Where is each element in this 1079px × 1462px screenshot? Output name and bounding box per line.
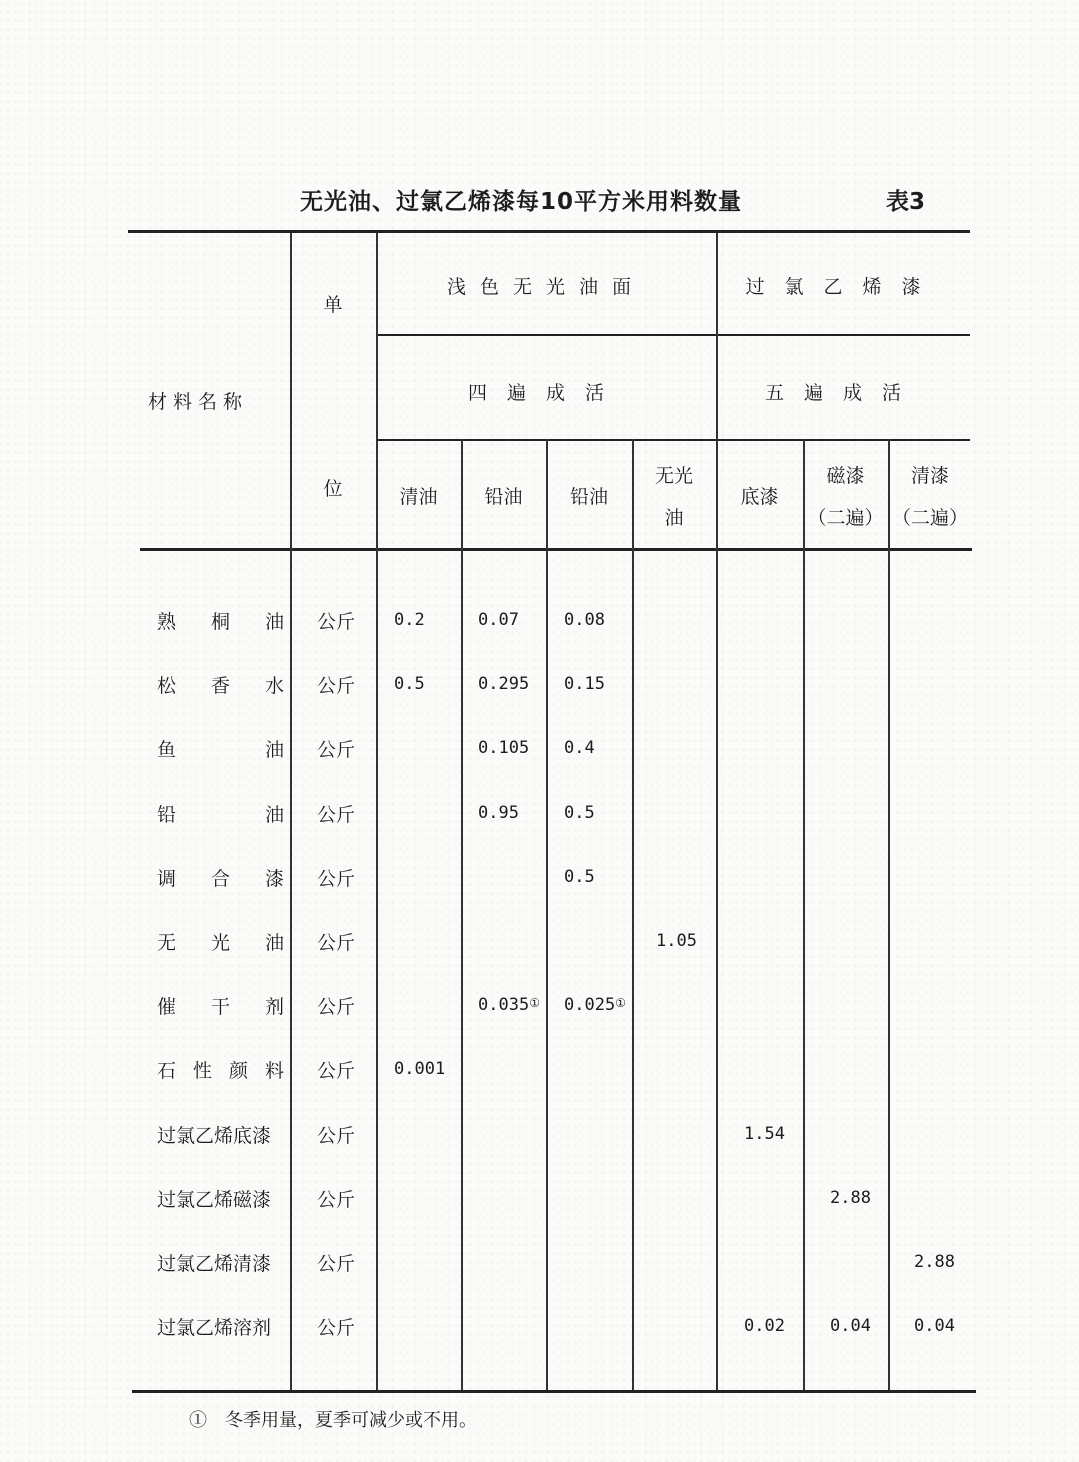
material-name [157, 605, 284, 635]
header-bottom-rule [140, 548, 972, 551]
material-name-text: 无光油 [157, 931, 284, 954]
column-header [803, 450, 888, 544]
value-cell: 2.88 [914, 1252, 955, 1272]
material-name [157, 862, 284, 892]
value-cell: 0.5 [564, 867, 595, 887]
footnote: ① 冬季用量，夏季可减少或不用。 [189, 1410, 477, 1431]
material-name [157, 733, 284, 763]
column-header-line1: 底漆 [740, 486, 779, 508]
material-name [157, 1311, 284, 1341]
value-cell: 0.295 [478, 674, 530, 694]
column-header-line1: 无光 [654, 465, 693, 487]
col-divider [888, 439, 890, 1390]
column-header-line1: 铅油 [484, 486, 523, 508]
column-header-line1: 清油 [399, 486, 438, 508]
bottom-rule [132, 1390, 976, 1393]
column-header [376, 450, 461, 544]
value-cell: 0.2 [394, 610, 425, 630]
value-cell: 0.04 [830, 1316, 871, 1336]
unit-cell: 公斤 [316, 931, 355, 954]
column-header-line2: （二遍） [807, 507, 884, 529]
unit-cell: 公斤 [316, 674, 355, 697]
value-cell: 1.05 [656, 931, 697, 951]
material-name-text: 调合漆 [157, 867, 284, 890]
value-cell: 0.035 ① [478, 995, 540, 1015]
table-title: 无光油、过氯乙烯漆每10平方米用料数量 [300, 189, 743, 215]
header-group-light-matte: 浅色无光油面 [446, 275, 645, 298]
header-sub-five-coats: 五遍成活 [764, 381, 921, 404]
column-header-line1: 清漆 [910, 465, 949, 487]
column-header [546, 450, 632, 544]
value-cell: 0.08 [564, 610, 605, 630]
material-name-text: 过氯乙烯底漆 [157, 1124, 272, 1147]
top-rule [128, 230, 970, 233]
value-cell: 0.5 [394, 674, 425, 694]
unit-cell: 公斤 [316, 1124, 355, 1147]
material-name-text: 石性颜料 [157, 1059, 284, 1082]
material-name-text: 鱼油 [157, 738, 284, 761]
unit-cell: 公斤 [316, 803, 355, 826]
material-name [157, 1054, 284, 1084]
value-cell: 0.95 [478, 803, 519, 823]
value-cell: 0.025 ① [564, 995, 626, 1015]
material-name [157, 798, 284, 828]
value-cell: 0.4 [564, 738, 595, 758]
col-divider [632, 439, 634, 1390]
table-number: 表3 [886, 189, 926, 215]
header-group-pvc-paint: 过氯乙烯漆 [745, 275, 941, 298]
value-cell: 0.07 [478, 610, 519, 630]
header-material-name: 材料名称 [147, 390, 248, 413]
value-cell: 0.001 [394, 1059, 446, 1079]
col-divider [803, 439, 805, 1390]
material-name [157, 669, 284, 699]
value-cell: 0.105 [478, 738, 530, 758]
material-name [157, 1183, 284, 1213]
column-header-line2: 油 [664, 507, 684, 529]
material-name [157, 926, 284, 956]
unit-cell: 公斤 [316, 1059, 355, 1082]
material-name-text: 过氯乙烯溶剂 [157, 1316, 272, 1339]
column-header-line1: 磁漆 [826, 465, 865, 487]
material-name [157, 990, 284, 1020]
col-divider [546, 439, 548, 1390]
header-rule-sub [376, 439, 970, 441]
material-name-text: 过氯乙烯磁漆 [157, 1188, 272, 1211]
footnote-mark: ① [615, 996, 626, 1010]
unit-cell: 公斤 [316, 610, 355, 633]
column-header [888, 450, 972, 544]
unit-cell: 公斤 [316, 867, 355, 890]
column-header [461, 450, 546, 544]
unit-cell: 公斤 [316, 995, 355, 1018]
material-name-text: 熟桐油 [157, 610, 284, 633]
value-cell: 1.54 [744, 1124, 785, 1144]
header-rule-group [376, 334, 970, 336]
column-header-line1: 铅油 [569, 486, 608, 508]
header-unit-bottom: 位 [323, 477, 343, 500]
value-cell: 0.5 [564, 803, 595, 823]
value-cell: 2.88 [830, 1188, 871, 1208]
value-cell: 0.02 [744, 1316, 785, 1336]
column-header-line2: （二遍） [891, 507, 968, 529]
header-sub-four-coats: 四遍成活 [467, 381, 624, 404]
value-cell: 0.15 [564, 674, 605, 694]
unit-cell: 公斤 [316, 1188, 355, 1211]
unit-cell: 公斤 [316, 738, 355, 761]
material-name [157, 1247, 284, 1277]
column-header [716, 450, 803, 544]
footnote-mark: ① [529, 996, 540, 1010]
material-name-text: 松香水 [157, 674, 284, 697]
value-cell: 0.04 [914, 1316, 955, 1336]
unit-cell: 公斤 [316, 1252, 355, 1275]
unit-cell: 公斤 [316, 1316, 355, 1339]
col-divider [461, 439, 463, 1390]
material-name-text: 铅油 [157, 803, 284, 826]
material-name-text: 过氯乙烯清漆 [157, 1252, 272, 1275]
header-unit-top: 单 [323, 293, 343, 316]
material-name [157, 1119, 284, 1149]
material-name-text: 催干剂 [157, 995, 284, 1018]
column-header [632, 450, 716, 544]
